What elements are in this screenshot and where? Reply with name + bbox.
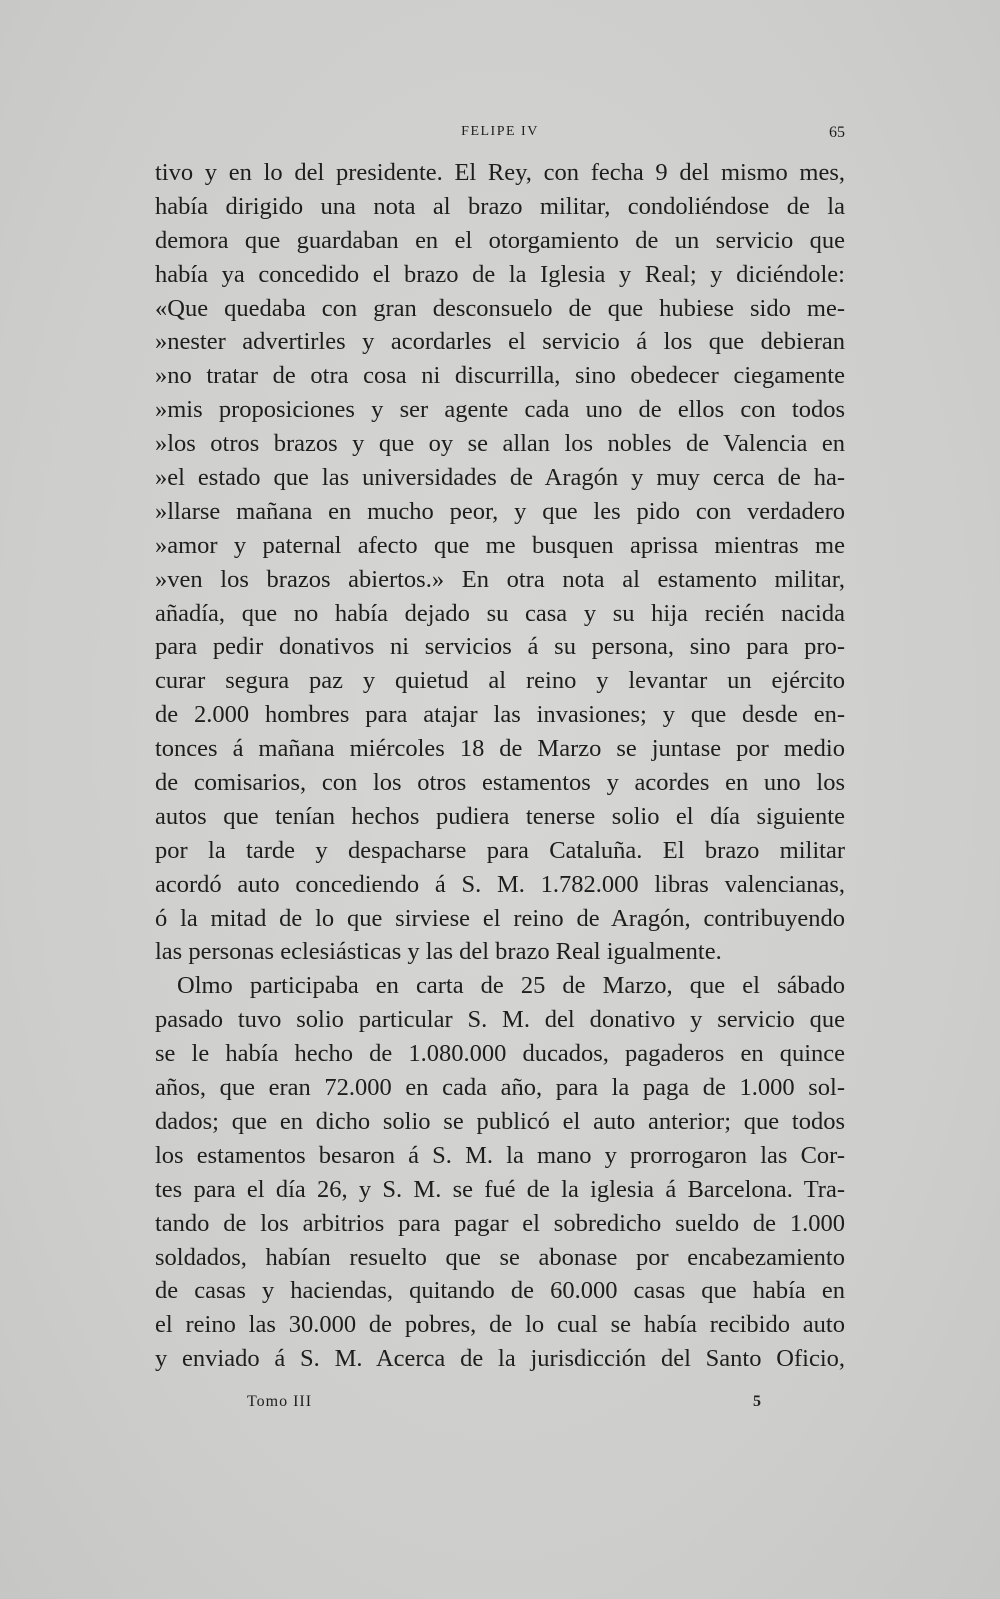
text-line: de casas y haciendas, quitando de 60.000 casas que había en <box>155 1277 845 1305</box>
text-line: tonces á mañana miércoles 18 de Marzo se juntase por medio <box>155 735 845 763</box>
text-line: el reino las 30.000 de pobres, de lo cual se había recibido auto <box>155 1311 845 1339</box>
text-line: los estamentos besaron á S. M. la mano y prorrogaron las Cor- <box>155 1141 845 1169</box>
text-line: años, que eran 72.000 en cada año, para la paga de 1.000 sol- <box>155 1074 845 1102</box>
text-line: soldados, habían resuelto que se abonase por encabezamiento <box>155 1243 845 1271</box>
text-line: »amor y paternal afecto que me busquen aprissa mientras me <box>155 531 845 559</box>
text-line: dados; que en dicho solio se publicó el auto anterior; que todos <box>155 1107 845 1135</box>
text-line: »llarse mañana en mucho peor, y que les pido con verdadero <box>155 497 845 525</box>
text-line: »ven los brazos abiertos.» En otra nota al estamento militar, <box>155 565 845 593</box>
text-line: curar segura paz y quietud al reino y levantar un ejército <box>155 667 845 695</box>
running-head <box>155 124 845 148</box>
text-line: »los otros brazos y que oy se allan los nobles de Valencia en <box>155 430 845 458</box>
text-line: acordó auto concediendo á S. M. 1.782.000 libras valencianas, <box>155 870 845 898</box>
page-footer <box>155 1393 845 1419</box>
text-line: pasado tuvo solio particular S. M. del donativo y servicio que <box>155 1006 845 1034</box>
text-line: por la tarde y despacharse para Cataluña. El brazo militar <box>155 836 845 864</box>
text-line: »el estado que las universidades de Aragón y muy cerca de ha- <box>155 464 845 492</box>
text-line: había ya concedido el brazo de la Iglesia y Real; y diciéndole: <box>155 260 845 288</box>
text-line: de 2.000 hombres para atajar las invasiones; y que desde en- <box>155 701 845 729</box>
text-line: las personas eclesiásticas y las del brazo Real igualmente. <box>155 938 722 966</box>
text-line: Olmo participaba en carta de 25 de Marzo, que el sábado <box>177 972 845 1000</box>
text-line: tivo y en lo del presidente. El Rey, con fecha 9 del mismo mes, <box>155 159 845 186</box>
text-line: de comisarios, con los otros estamentos y acordes en uno los <box>155 769 845 797</box>
text-line: »no tratar de otra cosa ni discurrilla, sino obedecer ciegamente <box>155 362 845 390</box>
text-line: para pedir donativos ni servicios á su persona, sino para pro- <box>155 633 845 661</box>
text-line: tes para el día 26, y S. M. se fué de la iglesia á Barcelona. Tra- <box>155 1175 845 1203</box>
text-line: añadía, que no había dejado su casa y su hija recién nacida <box>155 599 845 627</box>
text-line: se le había hecho de 1.080.000 ducados, pagaderos en quince <box>155 1040 845 1068</box>
text-line: demora que guardaban en el otorgamiento de un servicio que <box>155 226 845 254</box>
text-line: y enviado á S. M. Acerca de la jurisdicción del Santo Oficio, <box>155 1345 845 1373</box>
signature-mark: 5 <box>753 1393 761 1410</box>
text-line: ó la mitad de lo que sirviese el reino de Aragón, contribuyendo <box>155 904 845 932</box>
text-line: «Que quedaba con gran desconsuelo de que hubiese sido me- <box>155 294 845 322</box>
text-line: tando de los arbitrios para pagar el sobredicho sueldo de 1.000 <box>155 1209 845 1237</box>
text-line: había dirigido una nota al brazo militar, condoliéndose de la <box>155 192 845 220</box>
volume-label: Tomo III <box>247 1393 313 1410</box>
page-number: 65 <box>829 124 845 141</box>
body-text <box>155 156 845 1376</box>
text-line: autos que tenían hechos pudiera tenerse solio el día siguiente <box>155 802 845 830</box>
text-line: »nester advertirles y acordarles el servicio á los que debieran <box>155 328 845 356</box>
running-title: FELIPE IV <box>461 124 539 139</box>
text-line: »mis proposiciones y ser agente cada uno de ellos con todos <box>155 396 845 424</box>
